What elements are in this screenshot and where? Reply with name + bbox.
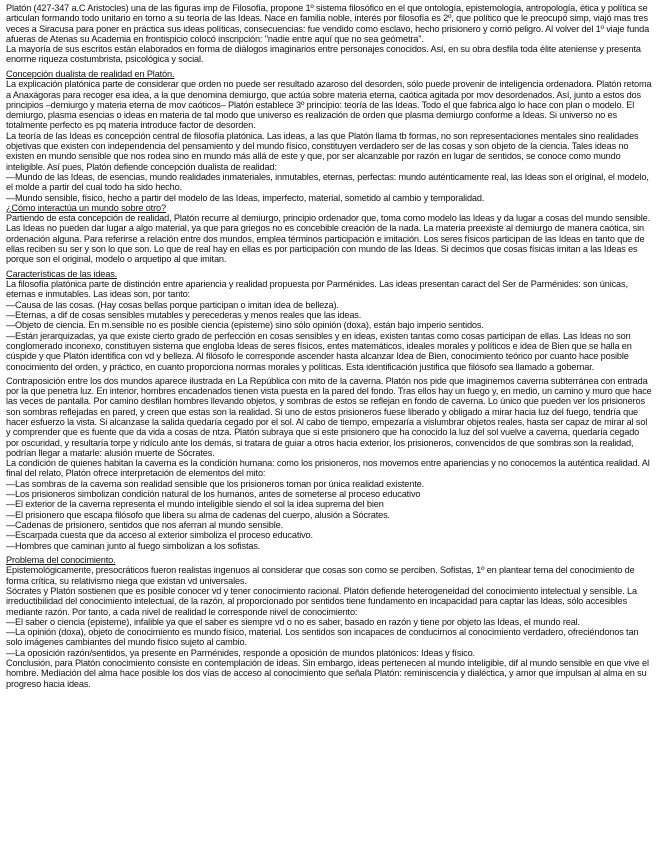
section-title-conocimiento: Problema del conocimiento. — [6, 554, 116, 565]
list-item: —Hombres que caminan junto al fuego simbolizan a los sofistas. — [6, 540, 261, 551]
list-item: —El prisionero que escapa filósofo que libera su alma de cadenas del cuerpo, alusión a Sócrates. — [6, 509, 390, 520]
list-item: —Objeto de ciencia. En m.sensible no es posible ciencia (episteme) sino sólo opinión (doxa), están bajo imperio sentidos. — [6, 320, 484, 331]
section-title-caracteristicas: Características de las ideas. — [6, 268, 118, 279]
section-title-dualismo: Concepción dualista de realidad en Platón. — [6, 68, 175, 79]
list-item: —Están jerarquizadas, ya que existe cierto grado de perfección en cosas sensibles y en ideas, existen tantas como cosas participan de ellas. Las Ideas no son conglomerado inconexo, constituyen sistema que engloba Ideas de seres físicos, entes matemáticos, ideales morales y políticos e idea de Bien que se halla en cúspide y que Platón identifica con vd y belleza. Al filósofo le corresponde ascender hasta alcanzar Idea de Bien, conocimiento teórico por cuanto hace posible conocimiento del orden, y práctico, en cuanto proporciona normas morales y políticas. Esta identificación justifica que filósofo sea llamado a gobernar. — [6, 330, 632, 372]
body-paragraph: Sócrates y Platón sostienen que es posible conocer vd y tener conocimiento racional. Platón defiende heterogeneidad del conocimiento intelectual y sensible. La irreductibilidad del conocimiento intelectual, de la razón, al proporcionado por sentidos tiene fundamento en incapacidad para captar las Ideas, sólo accesibles mediante razón. Por tanto, a cada nivel de realidad le corresponde nivel de conocimiento: — [6, 585, 637, 617]
body-paragraph: Epistemológicamente, presocráticos fueron realistas ingenuos al considerar que cosas son como se perciben. Sofistas, 1º en plantear tema del conocimiento de forma crítica, su relativismo niega que existan vd universales. — [6, 565, 635, 586]
document-page — [6, 3, 652, 689]
body-paragraph: La explicación platónica parte de considerar que orden no puede ser resultado azaroso del desorden, sólo puede provenir de inteligencia ordenadora. Platón retoma a Anaxágoras para recoger esa idea, a la que denomina demiurgo, que actúa sobre materia eterna, caótica agitada por mov desordenados. Así, junto a estos dos principios –demiurgo y materia eterna de mov caóticos– Platón establece 3º principio: teoría de las Ideas. Todo el que fabrica algo lo hace con plan o modelo. El demiurgo, plasma esencias o ideas en materia de tal modo que universo es realización de orden que plasma demiurgo conforme a Ideas. Si universo no es totalmente perfecto es pq materia introduce factor de desorden. — [6, 79, 652, 131]
body-paragraph: Conclusión, para Platón conocimiento consiste en contemplación de ideas. Sin embargo, ideas pertenecen al mundo inteligible, dif al mundo sensible en que vive el hombre. Mediación del alma hace posible los dos vías de acceso al conocimiento que señala Platón: reminiscencia y dialéctica, y amor que impulsan al alma en su progreso hacia ideas. — [6, 658, 649, 689]
body-paragraph: La teoría de las Ideas es concepción central de filosofía platónica. Las ideas, a las que Platón llama tb formas, no son representaciones mentales sino realidades objetivas que existen con independencia del pensamiento y del mundo físico, constituyen verdadero ser de las cosas y son objeto de la ciencia. Tales ideas no existen en mundo sensible que nos rodea sino en mundo más allá de este y que, por ser alcanzable por razón en lugar de sentidos, se conoce como mundo inteligible. Así pues, Platón defiende concepción dualista de realidad: — [6, 130, 639, 172]
list-item: —Eternas, a dif de cosas sensibles mutables y perecederas y menos reales que las ideas. — [6, 310, 362, 321]
list-item: —El exterior de la caverna representa el mundo inteligible siendo el sol la idea suprema del bien — [6, 499, 384, 510]
list-item: —Cadenas de prisionero, sentidos que nos aferran al mundo sensible. — [6, 519, 283, 530]
body-paragraph: La condición de quienes habitan la caverna es la condición humana: como los prisioneros, nos movemos entre apariencias y no conocemos la auténtica realidad. Al final del relato, Platón ofrece interpretación de elementos del mito: — [6, 458, 650, 479]
list-item: —Mundo sensible, físico, hecho a partir del modelo de las Ideas, imperfecto, material, sometido al cambio y temporalidad. — [6, 192, 485, 203]
body-paragraph: La filosofía platónica parte de distinción entre apariencia y realidad propuesta por Parménides. Las ideas presentan caract del Ser de Parménides: son únicas, eternas e inmutables. Las ideas son, por tanto: — [6, 279, 628, 300]
list-item: —Las sombras de la caverna son realidad sensible que los prisioneros toman por única realidad existente. — [6, 478, 424, 489]
intro-paragraph-2: La mayoría de sus escritos están elaborados en forma de diálogos imaginarios entre personajes conocidos. Así, en su obra desfila toda élite ateniense y presenta enorme riqueza costumbrista, psicológica y social. — [6, 44, 641, 65]
list-item: —Causa de las cosas. (Hay cosas bellas porque participan o imitan idea de belleza). — [6, 299, 339, 310]
list-item: —El saber o ciencia (episteme), infalible ya que el saber es siempre vd o no es saber, basado en razón y tiene por objeto las Ideas, el mundo real. — [6, 616, 580, 627]
section-question: ¿Cómo interactúa un mundo sobre otro? — [6, 202, 166, 213]
body-paragraph-caverna: Contraposición entre los dos mundos aparece ilustrada en La República con mito de la caverna. Platón nos pide que imaginemos caverna subterránea con entrada por la que penetra luz. En interior, hombres encadenados tienen vista puesta en la pared del fondo. Tras ellos hay un fuego y, en medio, un camino y muro que hace las veces de pantalla. Por camino desfilan hombres llevando objetos, y sombras de estos se reflejan en fondo de caverna. Lo único que pueden ver los prisioneros son sombras reflejadas en pared, y creen que estas son la realidad. Si uno de estos prisioneros fuese liberado y obligado a mirar hacia luz del fuego, tendría que hacer esfuerzo la vista. Si alcanzase la salida quedaría cegado por el sol. Al cabo de tiempo, empezaría a vislumbrar objetos reales, hasta ser capaz de mirar al sol y comprender que es fuente que da vida a cosas de ntza. Platón subraya que si este prisionero que ha conocido la luz del sol vuelve a caverna, quedaría cegado por oscuridad, y resultaría torpe y ridículo ante los demás, si tratara de guiar a otros hacia exterior, los prisioneros, convencidos de que sombras son la realidad, podrían llegar a matarle: alusión muerte de Sócrates. — [6, 375, 652, 458]
list-item: —Mundo de las Ideas, de esencias, mundo realidades inmateriales, inmutables, eternas, perfectas: mundo auténticamente real, las Ideas son el original, el modelo, el molde a partir del cual todo ha sido hecho. — [6, 171, 649, 193]
intro-paragraph: Platón (427-347 a.C Aristocles) una de las figuras imp de Filosofía, propone 1º sistema filosófico en el que ontología, epistemología, antropología, ética y política se articulan formando todo unitario en torno a su teoría de las Ideas. Nace en familia noble, interés por filosofía es 2º, que político que le preocupó simp, viajó mas tres veces a Siracusa para poner en práctica sus ideas políticas, consecuencias: fue vendido como esclavo, hecho prisionero y corrió peligro. Al volver del 1º viaje funda afueras de Atenas su Academia en frontispicio colocó inscripción: "nadie entre aquí que no sea geómetra". — [6, 3, 650, 44]
list-item: —Los prisioneros simbolizan condición natural de los humanos, antes de someterse al proceso educativo — [6, 489, 421, 500]
list-item: —La oposición razón/sentidos, ya presente en Parménides, responde a oposición de mundos platónicos: Ideas y físico. — [6, 647, 475, 658]
list-item: —La opinión (doxa), objeto de conocimiento es mundo físico, material. Los sentidos son incapaces de conducirnos al conocimiento verdadero, ofreciéndonos tan solo imágenes cambiantes del mundo físico sujeto al cambio. — [6, 627, 639, 648]
body-paragraph: Partiendo de esta concepción de realidad, Platón recurre al demiurgo, principio ordenador que, toma como modelo las Ideas y da lugar a cosas del mundo sensible. Las Ideas no pueden dar lugar a algo material, ya que para griegos no es concebible creación de la nada. La materia preexiste al demiurgo de manera caótica, sin ordenación alguna. Para referirse a relación entre dos mundos, emplea términos participación e imitación. Los seres físicos participan de las Ideas en tanto que de ellas reciben su ser y son lo que son. Lo que de real hay en ellas es por participación con mundo de las Ideas. Si decimos que cosas físicas imitan a las Ideas es porque son el original, modelo o arquetipo al que imitan. — [6, 213, 651, 265]
list-item: —Escarpada cuesta que da acceso al exterior simboliza el proceso educativo. — [6, 530, 313, 541]
